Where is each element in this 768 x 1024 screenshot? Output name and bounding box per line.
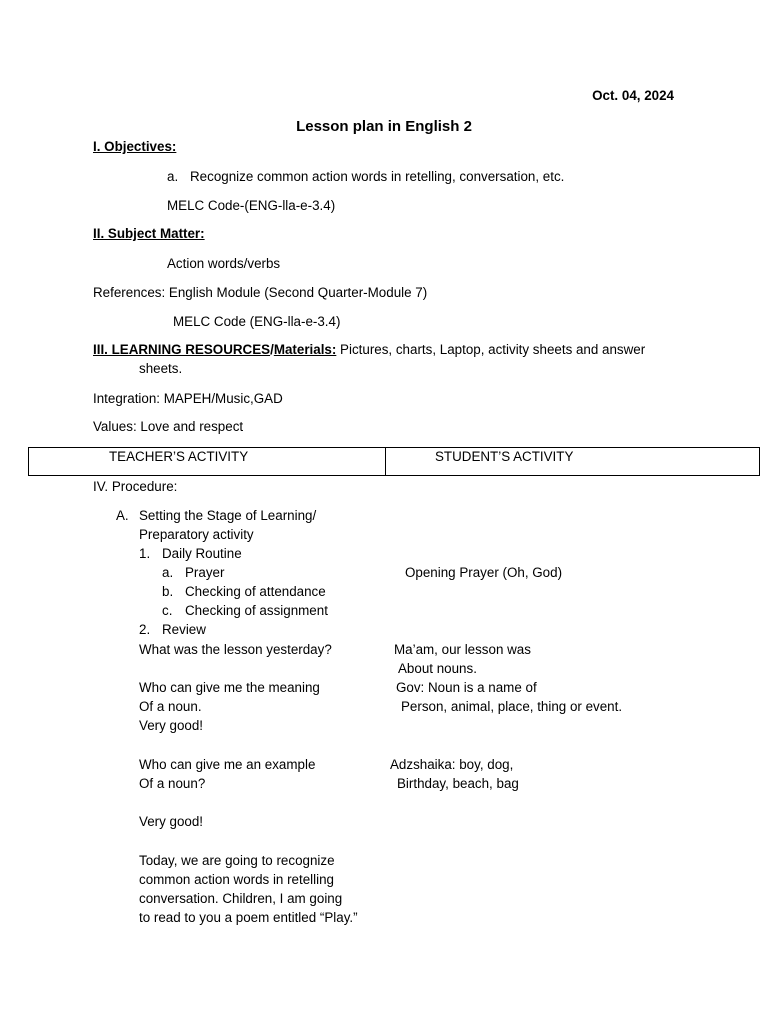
teacher-question-1: What was the lesson yesterday? bbox=[139, 642, 332, 657]
procedure-a-text: Setting the Stage of Learning/ bbox=[139, 508, 317, 523]
table-divider bbox=[385, 448, 386, 475]
teacher-activity-header: TEACHER’S ACTIVITY bbox=[109, 449, 249, 464]
student-answer-3: Adzshaika: boy, dog, bbox=[390, 757, 514, 772]
student-answer-1-continued: About nouns. bbox=[398, 661, 477, 676]
objective-item-text: Recognize common action words in retelling, conversation, etc. bbox=[190, 169, 565, 184]
integration: Integration: MAPEH/Music,GAD bbox=[93, 391, 283, 406]
date: Oct. 04, 2024 bbox=[592, 88, 674, 103]
student-activity-header: STUDENT’S ACTIVITY bbox=[435, 449, 574, 464]
values: Values: Love and respect bbox=[93, 419, 244, 434]
materials-text-continued: sheets. bbox=[139, 361, 183, 376]
teacher-question-2: Who can give me the meaning bbox=[139, 680, 320, 695]
student-answer-3-continued: Birthday, beach, bag bbox=[397, 776, 519, 791]
teacher-intro-line-3: conversation. Children, I am going bbox=[139, 891, 343, 906]
sub-b-letter: b. bbox=[162, 584, 174, 599]
procedure-heading: IV. Procedure: bbox=[93, 479, 178, 494]
student-answer-2: Gov: Noun is a name of bbox=[396, 680, 537, 695]
teacher-question-3-continued: Of a noun? bbox=[139, 776, 206, 791]
sub-c-text: Checking of assignment bbox=[185, 603, 328, 618]
sub-c-letter: c. bbox=[162, 603, 173, 618]
objective-item-letter: a. bbox=[167, 169, 179, 184]
procedure-a-letter: A. bbox=[116, 508, 129, 523]
teacher-question-2-continued: Of a noun. bbox=[139, 699, 202, 714]
teacher-intro-line-1: Today, we are going to recognize bbox=[139, 853, 335, 868]
teacher-intro-line-4: to read to you a poem entitled “Play.” bbox=[139, 910, 358, 925]
procedure-a-text-continued: Preparatory activity bbox=[139, 527, 254, 542]
teacher-praise-1: Very good! bbox=[139, 718, 204, 733]
references: References: English Module (Second Quarter-Module 7) bbox=[93, 285, 428, 300]
step-1-text: Daily Routine bbox=[162, 546, 242, 561]
resources-heading: III. LEARNING RESOURCES bbox=[93, 342, 271, 357]
page-title: Lesson plan in English 2 bbox=[296, 118, 472, 135]
materials-heading: Materials: bbox=[273, 342, 337, 357]
objectives-heading: I. Objectives: bbox=[93, 139, 177, 154]
subject-matter-heading: II. Subject Matter: bbox=[93, 226, 205, 241]
resources-slash: / bbox=[270, 342, 274, 357]
resources-line bbox=[93, 340, 645, 359]
teacher-praise-2: Very good! bbox=[139, 814, 204, 829]
sub-b-text: Checking of attendance bbox=[185, 584, 326, 599]
materials-text: Pictures, charts, Laptop, activity sheets and answer bbox=[336, 342, 646, 357]
step-2-text: Review bbox=[162, 622, 206, 637]
subject-melc-code: MELC Code (ENG-lla-e-3.4) bbox=[173, 314, 341, 329]
sub-a-text: Prayer bbox=[185, 565, 225, 580]
subject-topic: Action words/verbs bbox=[167, 256, 281, 271]
prayer-response: Opening Prayer (Oh, God) bbox=[405, 565, 563, 580]
teacher-intro-line-2: common action words in retelling bbox=[139, 872, 334, 887]
objective-melc-code: MELC Code-(ENG-lla-e-3.4) bbox=[167, 198, 336, 213]
student-answer-1: Ma’am, our lesson was bbox=[394, 642, 531, 657]
student-answer-2-continued: Person, animal, place, thing or event. bbox=[401, 699, 623, 714]
step-2-number: 2. bbox=[139, 622, 151, 637]
sub-a-letter: a. bbox=[162, 565, 174, 580]
teacher-question-3: Who can give me an example bbox=[139, 757, 316, 772]
step-1-number: 1. bbox=[139, 546, 151, 561]
